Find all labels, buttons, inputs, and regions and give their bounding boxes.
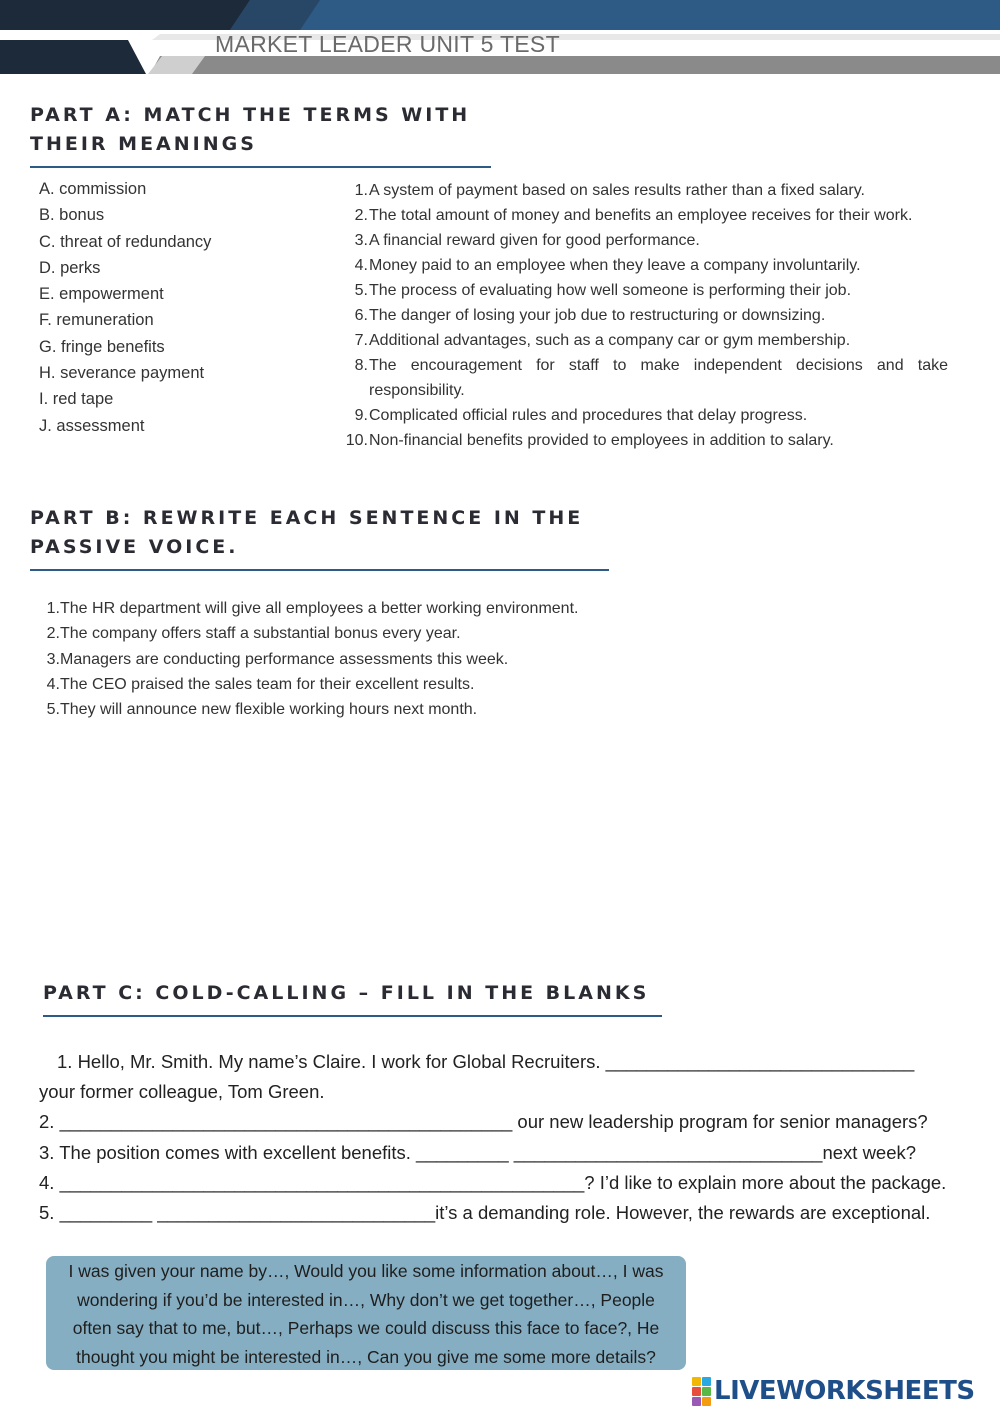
- word-bank-line: often say that to me, but…, Perhaps we could discuss this face to face?, He: [72, 1318, 660, 1338]
- meaning-text: Complicated official rules and procedures that delay progress.: [369, 407, 808, 424]
- meanings-list: [338, 178, 948, 453]
- fill-line: 2. ____________________________________________ our new leadership program for senior managers?: [39, 1111, 928, 1133]
- meaning-text: A system of payment based on sales results rather than a fixed salary.: [369, 182, 865, 199]
- sentence-number: 1.: [46, 600, 60, 617]
- part-c-rule: [43, 1015, 662, 1017]
- sentence-text: The CEO praised the sales team for their excellent results.: [60, 675, 475, 693]
- term-item: G. fringe benefits: [39, 337, 165, 356]
- fill-line: 3. The position comes with excellent benefits. _________ ______________________________next week?: [39, 1141, 917, 1163]
- term-item: F. remuneration: [39, 311, 154, 330]
- meaning-number: 3.: [354, 232, 368, 249]
- sentence-number: 2.: [46, 625, 60, 643]
- meaning-item: [338, 403, 948, 428]
- meaning-text: The total amount of money and benefits an employee receives for their work.: [369, 207, 913, 224]
- document-title: MARKET LEADER UNIT 5 TEST: [215, 31, 560, 57]
- meaning-number: 7.: [354, 332, 368, 349]
- part-b-rule: [30, 569, 609, 571]
- meaning-text: Non-financial benefits provided to employees in addition to salary.: [369, 432, 834, 449]
- passive-sentence: [40, 647, 578, 672]
- meaning-text: Additional advantages, such as a company car or gym membership.: [369, 332, 851, 349]
- part-b-heading: [30, 504, 583, 562]
- meaning-item: [338, 353, 948, 403]
- meaning-item: [338, 228, 948, 253]
- term-item: E. empowerment: [39, 285, 164, 304]
- meaning-number: 10.: [345, 432, 368, 449]
- meaning-item: [338, 278, 948, 303]
- meaning-number: 5.: [354, 282, 368, 299]
- word-bank-line: wondering if you’d be interested in…, Why don’t we get together…, People: [77, 1289, 655, 1310]
- sentence-text: Managers are conducting performance assessments this week.: [60, 650, 509, 668]
- part-a-heading: [30, 101, 470, 159]
- term-item: A. commission: [39, 180, 147, 198]
- term-item: C. threat of redundancy: [39, 232, 212, 251]
- meaning-text: A financial reward given for good performance.: [369, 232, 700, 249]
- liveworksheets-logo[interactable]: [692, 1374, 975, 1408]
- meaning-number: 1.: [354, 182, 368, 199]
- term-item: B. bonus: [39, 206, 105, 225]
- meaning-number: 8.: [354, 357, 368, 374]
- term-item: I. red tape: [39, 390, 114, 409]
- logo-mark-icon: [692, 1377, 711, 1406]
- meaning-number: 2.: [354, 207, 368, 224]
- part-b-heading-line: PASSIVE VOICE.: [30, 536, 239, 558]
- fill-line: 5. _________ ___________________________it’s a demanding role. However, the rewards are exceptional.: [39, 1201, 931, 1223]
- term-item: H. severance payment: [39, 364, 205, 383]
- word-bank-line: I was given your name by…, Would you like some information about…, I was: [68, 1261, 664, 1281]
- passive-sentence: [40, 621, 578, 646]
- part-a-rule: [30, 166, 491, 168]
- sentence-text: The HR department will give all employees a better working environment.: [60, 600, 579, 617]
- meaning-item: [338, 178, 948, 203]
- meaning-text: The process of evaluating how well someone is performing their job.: [369, 282, 852, 299]
- meaning-text: The encouragement for staff to make independent decisions and take responsibility.: [369, 357, 948, 399]
- sentence-number: 3.: [46, 650, 60, 668]
- part-a-heading-line: PART A: MATCH THE TERMS WITH: [30, 104, 471, 126]
- term-item: J. assessment: [39, 416, 145, 435]
- sentence-number: 4.: [46, 675, 60, 693]
- meaning-number: 6.: [354, 307, 368, 324]
- meaning-number: 4.: [354, 257, 368, 274]
- word-bank-line: thought you might be interested in…, Can you give me some more details?: [76, 1346, 656, 1367]
- passive-sentence: [40, 596, 578, 621]
- meaning-item: [338, 253, 948, 278]
- logo-text: LIVEWORKSHEETS: [714, 1376, 975, 1406]
- term-item: D. perks: [39, 258, 101, 277]
- sentence-number: 5.: [46, 701, 60, 719]
- fill-line: your former colleague, Tom Green.: [39, 1081, 325, 1103]
- word-bank: [46, 1256, 686, 1370]
- fill-line: 1. Hello, Mr. Smith. My name’s Claire. I work for Global Recruiters. ______________________________: [57, 1051, 915, 1072]
- terms-list: [39, 178, 211, 441]
- meaning-number: 9.: [354, 407, 368, 424]
- meaning-item: [338, 203, 948, 228]
- part-b-heading-line: PART B: REWRITE EACH SENTENCE IN THE: [30, 507, 584, 529]
- header-banner: [0, 0, 1000, 80]
- part-c-heading: PART C: COLD-CALLING – FILL IN THE BLANKS: [43, 982, 650, 1004]
- meaning-item: [338, 428, 948, 453]
- sentence-text: They will announce new flexible working hours next month.: [60, 701, 478, 719]
- meaning-text: The danger of losing your job due to restructuring or downsizing.: [369, 307, 826, 324]
- fill-line: 4. ___________________________________________________? I’d like to explain more about the package.: [39, 1171, 947, 1193]
- meaning-item: [338, 328, 948, 353]
- passive-sentence: [40, 697, 578, 722]
- passive-sentence: [40, 672, 578, 697]
- meaning-item: [338, 303, 948, 328]
- fill-in-blanks: [39, 1047, 947, 1228]
- sentence-text: The company offers staff a substantial bonus every year.: [60, 625, 461, 643]
- passive-sentences-list: [40, 596, 578, 722]
- meaning-text: Money paid to an employee when they leave a company involuntarily.: [369, 257, 861, 274]
- part-a-heading-line: THEIR MEANINGS: [30, 133, 257, 155]
